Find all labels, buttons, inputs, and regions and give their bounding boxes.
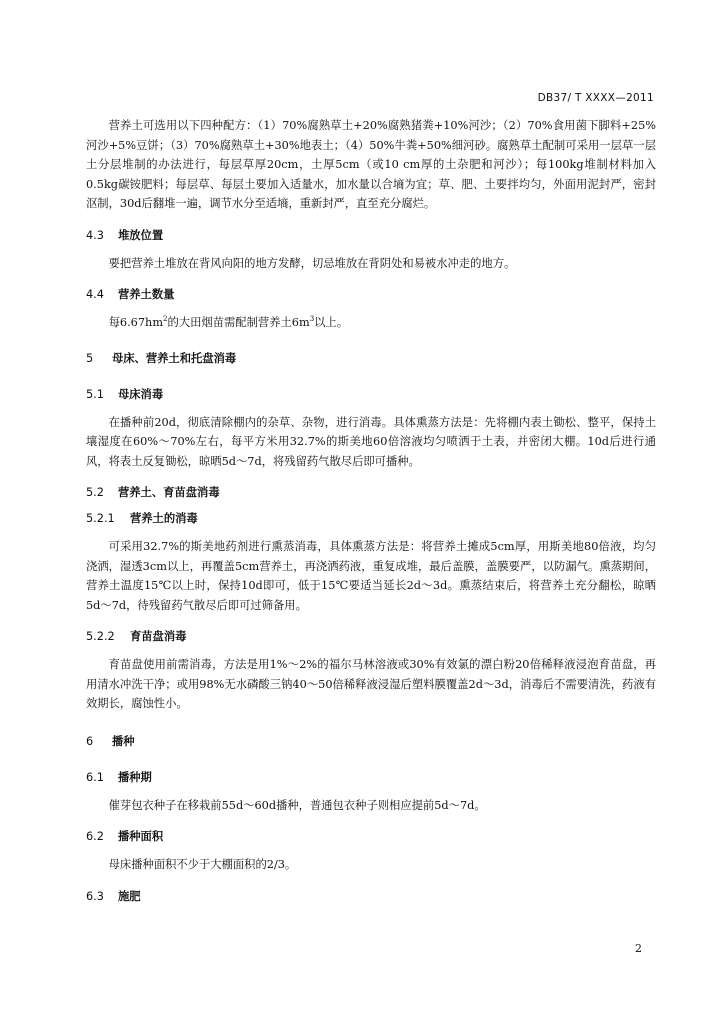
page-number: 2 — [635, 942, 642, 955]
heading-number: 5.2.1 — [86, 512, 115, 525]
heading-4-3 — [86, 228, 656, 244]
heading-number: 6.1 — [86, 770, 104, 784]
document-code: DB37/ T XXXX—2011 — [537, 92, 654, 104]
heading-5 — [86, 351, 656, 367]
paragraph-tray-disinfection: 育苗盘使用前需消毒，方法是用1%～2%的福尔马林溶液或30%有效氯的漂白粉20倍稀释液浸泡育苗盘，再用清水冲洗干净；或用98%无水磷酸三钠40～50倍稀释液浸湿后塑料膜覆盖2d～3d，消毒后不需要清洗，药液有效期长，腐蚀性小。 — [86, 658, 656, 710]
heading-number: 4.3 — [86, 228, 104, 242]
quantity-text-before: 每6.67hm — [108, 316, 164, 329]
paragraph-location: 要把营养土堆放在背风向阳的地方发酵，切忌堆放在背阴处和易被水冲走的地方。 — [108, 256, 516, 270]
heading-number: 5.2 — [86, 486, 104, 499]
paragraph-soil-disinfection: 可采用32.7%的斯美地药剂进行熏蒸消毒，具体熏蒸方法是：将营养土摊成5cm厚，用斯美地80倍液，均匀浇洒，湿透3cm以上，再覆盖5cm营养土，再浇洒药液，重复成堆，最后盖膜，盖膜要严，以防漏气。熏蒸期间，营养土温度15℃以上时，保持10d即可，低于15℃要适当延长2d～3d。熏蒸结束后，将营养土充分翻松，晾晒5d～7d，待残留药气散尽后即可过筛备用。 — [86, 540, 656, 612]
heading-5-2-1 — [86, 511, 656, 527]
paragraph-sowing-area: 母床播种面积不少于大棚面积的2/3。 — [108, 858, 297, 871]
heading-5-2 — [86, 485, 656, 501]
quantity-text-middle: 的大田烟苗需配制营养土6m — [167, 316, 310, 329]
heading-6 — [86, 734, 656, 750]
heading-5-2-2 — [86, 629, 656, 645]
heading-6-1 — [86, 770, 656, 786]
quantity-text-after: 以上。 — [314, 316, 349, 329]
heading-title: 母床、营养土和托盘消毒 — [111, 351, 237, 365]
heading-number: 5.2.2 — [86, 630, 115, 643]
heading-4-4 — [86, 287, 656, 303]
paragraph-bed-disinfection: 在播种前20d，彻底清除棚内的杂草、杂物，进行消毒。具体熏蒸方法是：先将棚内表土锄松、整平，保持土壤湿度在60%～70%左右，每平方米用32.7%的斯美地60倍溶液均匀喷洒于土表，并密闭大棚。10d后进行通风，将表土反复锄松，晾晒5d～7d，将残留药气散尽后即可播种。 — [86, 415, 656, 468]
heading-number: 4.4 — [86, 288, 104, 301]
document-body — [86, 116, 656, 915]
heading-number: 6 — [86, 734, 94, 748]
heading-title: 堆放位置 — [117, 228, 164, 242]
heading-title: 育苗盘消毒 — [129, 630, 187, 643]
heading-title: 播种面积 — [117, 830, 164, 843]
heading-number: 5.1 — [86, 387, 104, 401]
heading-title: 营养土、育苗盘消毒 — [117, 486, 220, 499]
paragraph-sowing-period: 催芽包衣种子在移栽前55d～60d播种，普通包衣种子则相应提前5d～7d。 — [108, 798, 486, 812]
heading-title: 营养土的消毒 — [129, 512, 198, 525]
heading-title: 母床消毒 — [117, 387, 164, 401]
heading-title: 营养土数量 — [117, 288, 175, 301]
heading-6-2 — [86, 829, 656, 845]
heading-number: 6.3 — [86, 889, 104, 903]
superscript: 3 — [309, 315, 315, 323]
paragraph-quantity — [86, 313, 656, 333]
superscript: 2 — [163, 315, 168, 323]
paragraph-formula: 营养土可选用以下四种配方：（1）70%腐熟草土+20%腐熟猪粪+10%河沙；（2）70%食用菌下脚料+25%河沙+5%豆饼；（3）70%腐熟草土+30%地表土；（4）50%牛粪+50%细河砂。腐熟草土配制可采用一层草一层土分层堆制的办法进行，每层草厚20cm，土厚5cm（或10 cm厚的土杂肥和河沙）；每100kg堆制材料加入0.5kg碳铵肥料；每层草、每层土要加入适量水，加水量以合墒为宜；草、肥、土要拌均匀，外面用泥封严，密封沤制，30d后翻堆一遍，调节水分至适墒，重新封严，直至充分腐烂。 — [86, 119, 656, 210]
heading-6-3 — [86, 889, 656, 905]
heading-title: 播种 — [111, 734, 135, 748]
heading-5-1 — [86, 387, 656, 403]
heading-number: 6.2 — [86, 830, 104, 843]
heading-title: 施肥 — [117, 889, 141, 903]
heading-title: 播种期 — [117, 770, 152, 784]
heading-number: 5 — [86, 351, 94, 365]
